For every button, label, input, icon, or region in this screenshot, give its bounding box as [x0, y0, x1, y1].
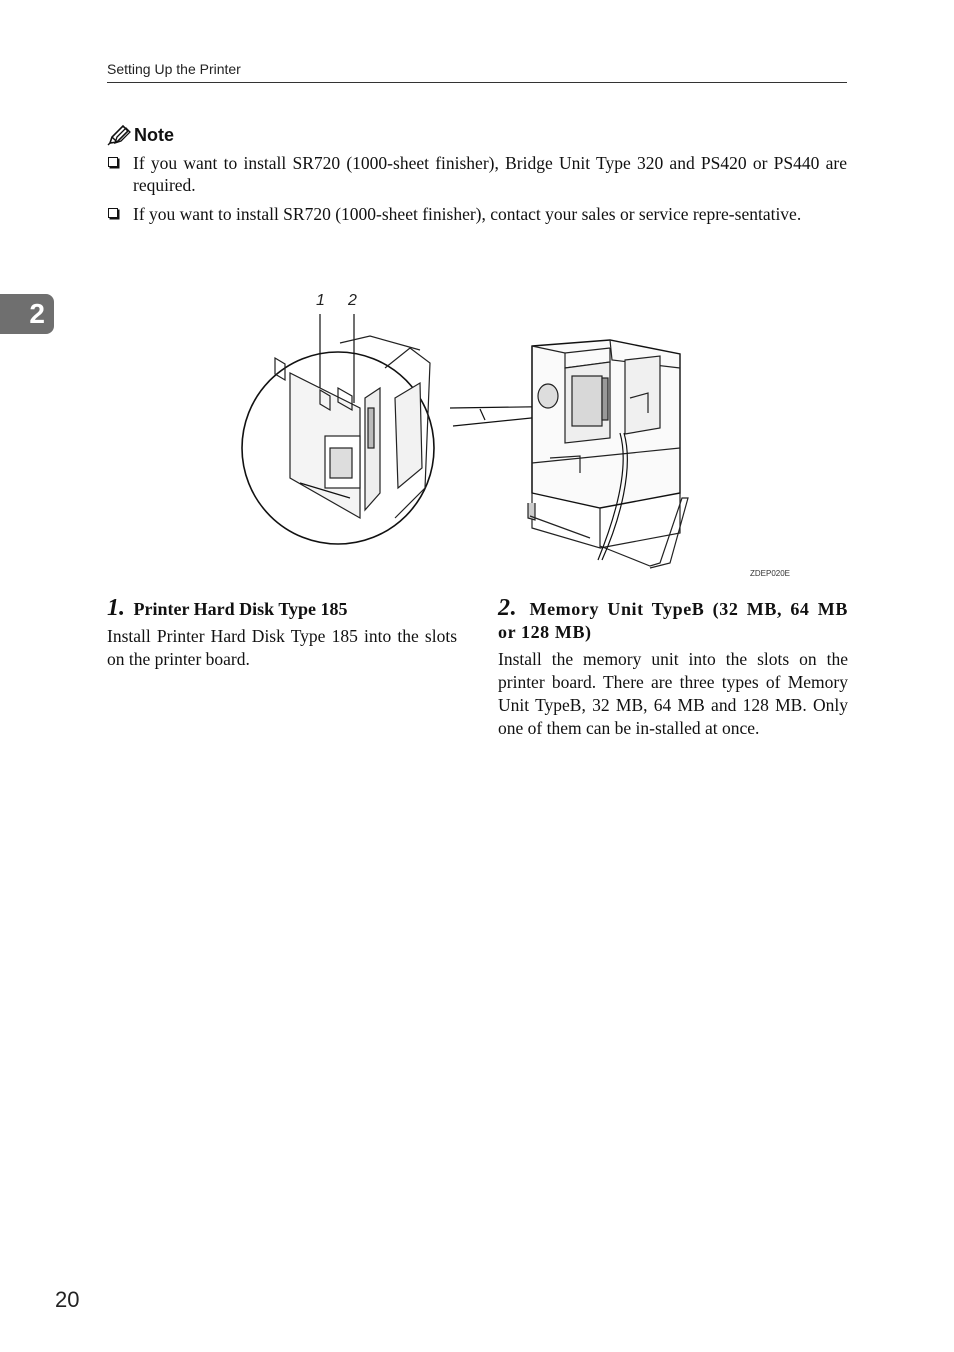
header-rule: [107, 82, 847, 83]
item-1: [107, 597, 457, 671]
page-number: 20: [55, 1287, 80, 1312]
item-1-body: Install Printer Hard Disk Type 185 into the slots on the printer board.: [107, 626, 457, 669]
chapter-tab: [0, 294, 54, 334]
note-list: [107, 152, 847, 232]
callout-1: 1: [316, 292, 325, 309]
item-2-body: Install the memory unit into the slots on the printer board. There are three types of Memory Unit TypeB, 32 MB, 64 MB and 128 MB. Only one of them can be in-stalled at once.: [498, 649, 848, 738]
running-header: Setting Up the Printer: [107, 61, 241, 77]
item-2-title: Memory Unit TypeB (32 MB, 64 MB or 128 MB): [498, 599, 848, 642]
chapter-number: 2: [29, 298, 45, 329]
item-1-title: Printer Hard Disk Type 185: [133, 599, 348, 619]
checkbox-bullet-icon: [108, 157, 118, 167]
note-item-text: If you want to install SR720 (1000-sheet finisher), contact your sales or service repre-sentative.: [133, 204, 802, 224]
note-label: Note: [134, 124, 174, 145]
pencil-icon: [107, 124, 131, 146]
printer-drawing: [230, 288, 800, 583]
checkbox-bullet-icon: [108, 208, 118, 218]
callout-2: 2: [348, 292, 357, 309]
printer-illustration: [230, 288, 800, 583]
note-item: [107, 203, 847, 225]
item-2-heading: [498, 597, 848, 644]
item-2: [498, 597, 848, 740]
item-2-number: 2.: [498, 595, 518, 621]
item-1-heading: [107, 597, 457, 621]
item-1-number: 1.: [107, 595, 125, 621]
note-item: [107, 152, 847, 196]
note-heading: [107, 123, 174, 147]
note-item-text: If you want to install SR720 (1000-sheet finisher), Bridge Unit Type 320 and PS420 or PS440 are required.: [133, 153, 847, 195]
figure-code: ZDEP020E: [750, 569, 791, 578]
